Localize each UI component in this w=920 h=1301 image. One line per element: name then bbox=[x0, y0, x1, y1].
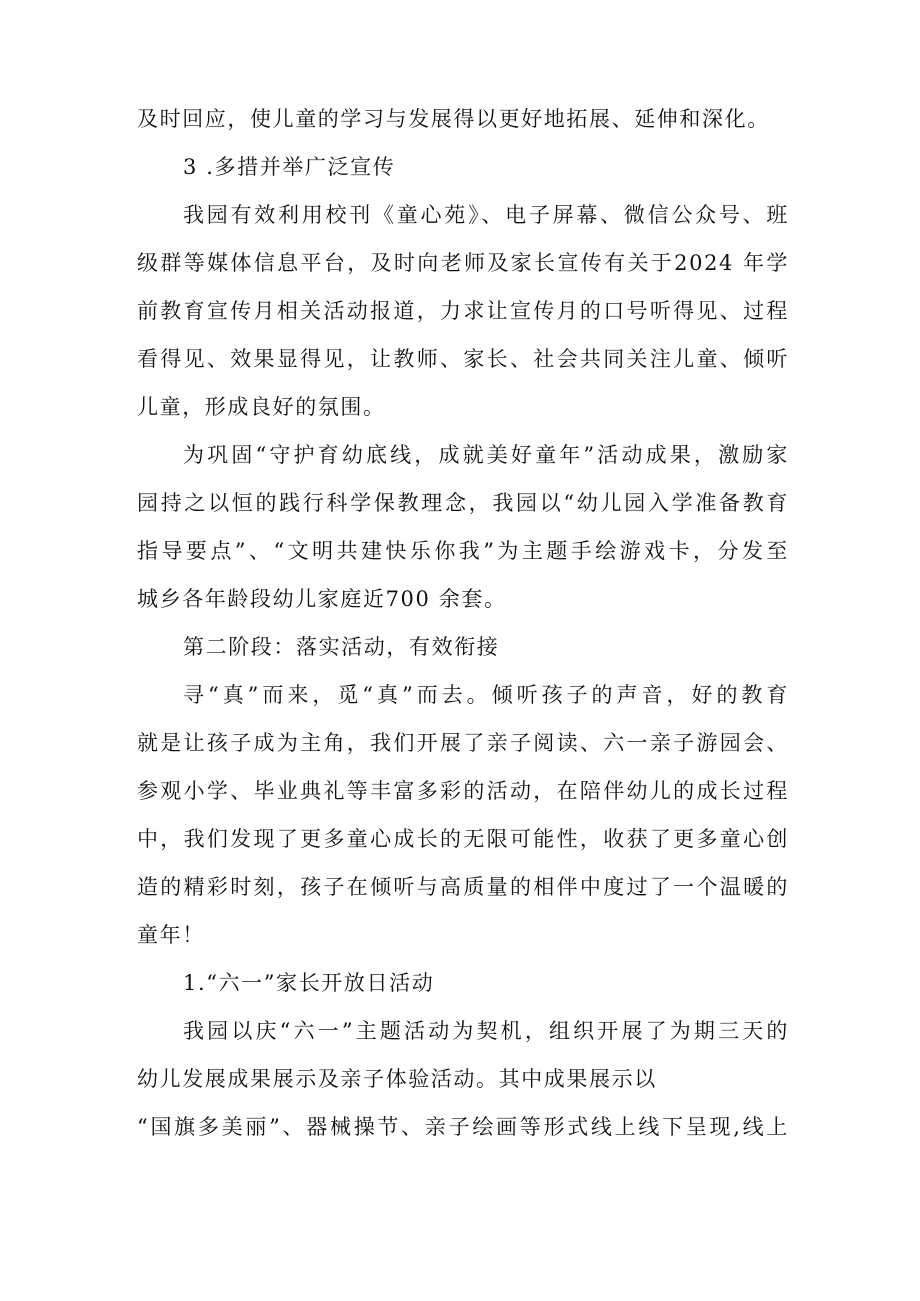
text-line: 幼儿发展成果展示及亲子体验活动。其中成果展示以 bbox=[137, 1067, 657, 1091]
text-line: 指导要点”、“文明共建快乐你我”为主题手绘游戏卡，分发至 bbox=[137, 539, 789, 563]
text-line: 我园有效利用校刊《童心苑》、电子屏幕、微信公众号、班 bbox=[183, 203, 789, 227]
text-line: “国旗多美丽”、器械操节、亲子绘画等形式线上线下呈现,线上 bbox=[137, 1115, 789, 1139]
text-line: 第二阶段：落实活动，有效衔接 bbox=[183, 635, 500, 659]
text-line: 园持之以恒的践行科学保教理念，我园以“幼儿园入学准备教育 bbox=[137, 491, 789, 515]
text-line: 我园以庆“六一”主题活动为契机，组织开展了为期三天的 bbox=[183, 1019, 789, 1043]
text-line: 1.“六一”家长开放日活动 bbox=[183, 971, 435, 995]
text-line: 看得见、效果显得见，让教师、家长、社会共同关注儿童、倾听 bbox=[137, 347, 789, 371]
text-line: 级群等媒体信息平台，及时向老师及家长宣传有关于2024 年学 bbox=[137, 251, 789, 275]
text-line: 中，我们发现了更多童心成长的无限可能性，收获了更多童心创 bbox=[137, 827, 789, 851]
text-line: 及时回应，使儿童的学习与发展得以更好地拓展、延伸和深化。 bbox=[137, 107, 770, 131]
document-body bbox=[137, 95, 789, 1151]
text-line: 童年！ bbox=[137, 923, 205, 947]
text-line: 就是让孩子成为主角，我们开展了亲子阅读、六一亲子游园会、 bbox=[137, 731, 789, 755]
text-line: 为巩固“守护育幼底线，成就美好童年”活动成果，激励家 bbox=[183, 443, 789, 467]
text-line: 造的精彩时刻，孩子在倾听与高质量的相伴中度过了一个温暖的 bbox=[137, 875, 789, 899]
text-line: 儿童，形成良好的氛围。 bbox=[137, 395, 386, 419]
text-line: 前教育宣传月相关活动报道，力求让宣传月的口号听得见、过程 bbox=[137, 299, 789, 323]
text-line: 3 .多措并举广泛宣传 bbox=[183, 155, 396, 179]
text-line: 参观小学、毕业典礼等丰富多彩的活动，在陪伴幼儿的成长过程 bbox=[137, 779, 789, 803]
text-line: 寻“真”而来，觅“真”而去。倾听孩子的声音，好的教育 bbox=[183, 683, 789, 707]
text-line: 城乡各年龄段幼儿家庭近700 余套。 bbox=[137, 587, 507, 611]
